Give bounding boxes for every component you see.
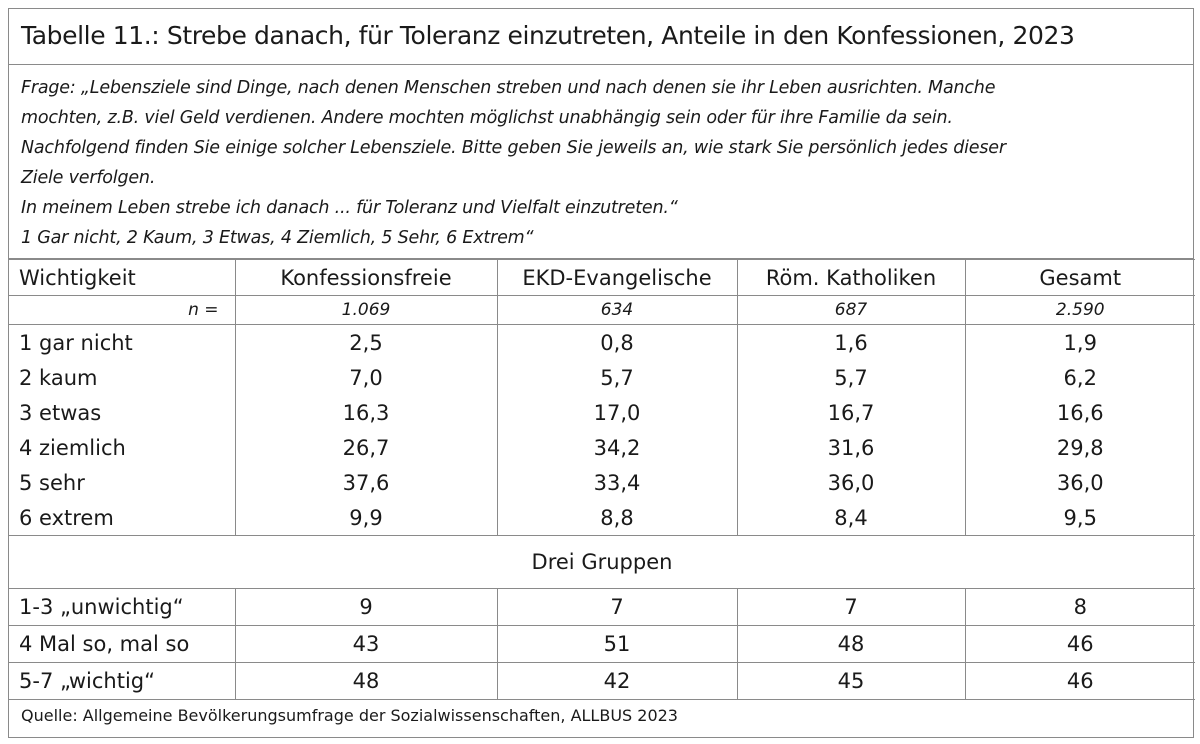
- table-cell: 46: [965, 663, 1195, 700]
- column-header: EKD-Evangelische: [497, 260, 737, 296]
- table-cell: 31,6: [737, 430, 965, 465]
- table-cell: 45: [737, 663, 965, 700]
- row-label: 1 gar nicht: [9, 325, 235, 361]
- table-cell: 37,6: [235, 465, 497, 500]
- group-header-row: [9, 536, 1195, 589]
- n-label: n =: [9, 296, 235, 325]
- group-title: Drei Gruppen: [9, 536, 1195, 589]
- table-cell: 8,4: [737, 500, 965, 536]
- question-line: In meinem Leben strebe ich danach ... für Toleranz und Vielfalt einzutreten.“: [21, 198, 678, 218]
- question-line: mochten, z.B. viel Geld verdienen. Andere mochten möglichst unabhängig sein oder für ihre Familie da sein.: [21, 108, 953, 128]
- table-cell: 9: [235, 589, 497, 626]
- row-label: 4 ziemlich: [9, 430, 235, 465]
- question-text: [9, 65, 1193, 259]
- table-row: [9, 395, 1195, 430]
- table-cell: 7: [737, 589, 965, 626]
- column-header: Konfessionsfreie: [235, 260, 497, 296]
- table-cell: 26,7: [235, 430, 497, 465]
- n-value: 687: [737, 296, 965, 325]
- question-line: 1 Gar nicht, 2 Kaum, 3 Etwas, 4 Ziemlich, 5 Sehr, 6 Extrem“: [21, 228, 534, 248]
- table-row: [9, 465, 1195, 500]
- n-value: 1.069: [235, 296, 497, 325]
- table-cell: 8: [965, 589, 1195, 626]
- table-row: [9, 325, 1195, 361]
- table-cell: 48: [235, 663, 497, 700]
- table-cell: 16,6: [965, 395, 1195, 430]
- table-row: [9, 500, 1195, 536]
- table-cell: 36,0: [965, 465, 1195, 500]
- table-cell: 46: [965, 626, 1195, 663]
- question-line: Nachfolgend finden Sie einige solcher Lebensziele. Bitte geben Sie jeweils an, wie stark Sie persönlich jedes dieser: [21, 138, 1006, 158]
- table-row: [9, 663, 1195, 700]
- table-cell: 5,7: [737, 360, 965, 395]
- row-label: 4 Mal so, mal so: [9, 626, 235, 663]
- table-cell: 7,0: [235, 360, 497, 395]
- column-header: Wichtigkeit: [9, 260, 235, 296]
- table-cell: 34,2: [497, 430, 737, 465]
- row-label: 1-3 „unwichtig“: [9, 589, 235, 626]
- row-label: 3 etwas: [9, 395, 235, 430]
- table-row: [9, 626, 1195, 663]
- table-cell: 0,8: [497, 325, 737, 361]
- table-row: [9, 430, 1195, 465]
- data-table: [9, 259, 1195, 700]
- table-cell: 8,8: [497, 500, 737, 536]
- table-cell: 16,3: [235, 395, 497, 430]
- table-row: [9, 360, 1195, 395]
- row-label: 2 kaum: [9, 360, 235, 395]
- question-line: Frage: „Lebensziele sind Dinge, nach denen Menschen streben und nach denen sie ihr Leben ausrichten. Manche: [21, 78, 996, 98]
- row-label: 6 extrem: [9, 500, 235, 536]
- n-value: 634: [497, 296, 737, 325]
- table-cell: 9,9: [235, 500, 497, 536]
- table-cell: 7: [497, 589, 737, 626]
- table-cell: 5,7: [497, 360, 737, 395]
- table-cell: 33,4: [497, 465, 737, 500]
- table-cell: 2,5: [235, 325, 497, 361]
- table-cell: 1,9: [965, 325, 1195, 361]
- table-cell: 42: [497, 663, 737, 700]
- table-cell: 48: [737, 626, 965, 663]
- column-header: Gesamt: [965, 260, 1195, 296]
- table-cell: 36,0: [737, 465, 965, 500]
- table-cell: 17,0: [497, 395, 737, 430]
- table-cell: 9,5: [965, 500, 1195, 536]
- row-label: 5 sehr: [9, 465, 235, 500]
- column-header: Röm. Katholiken: [737, 260, 965, 296]
- table-cell: 51: [497, 626, 737, 663]
- table-cell: 43: [235, 626, 497, 663]
- table-title: Tabelle 11.: Strebe danach, für Toleranz einzutreten, Anteile in den Konfessionen, 2023: [9, 9, 1193, 65]
- table-cell: 1,6: [737, 325, 965, 361]
- table-cell: 6,2: [965, 360, 1195, 395]
- header-row: [9, 260, 1195, 296]
- n-value: 2.590: [965, 296, 1195, 325]
- question-line: Ziele verfolgen.: [21, 168, 156, 188]
- table-cell: 29,8: [965, 430, 1195, 465]
- table-frame: [8, 8, 1194, 738]
- source-note: Quelle: Allgemeine Bevölkerungsumfrage der Sozialwissenschaften, ALLBUS 2023: [21, 706, 678, 725]
- table-cell: 16,7: [737, 395, 965, 430]
- row-label: 5-7 „wichtig“: [9, 663, 235, 700]
- table-row: [9, 589, 1195, 626]
- n-row: [9, 296, 1195, 325]
